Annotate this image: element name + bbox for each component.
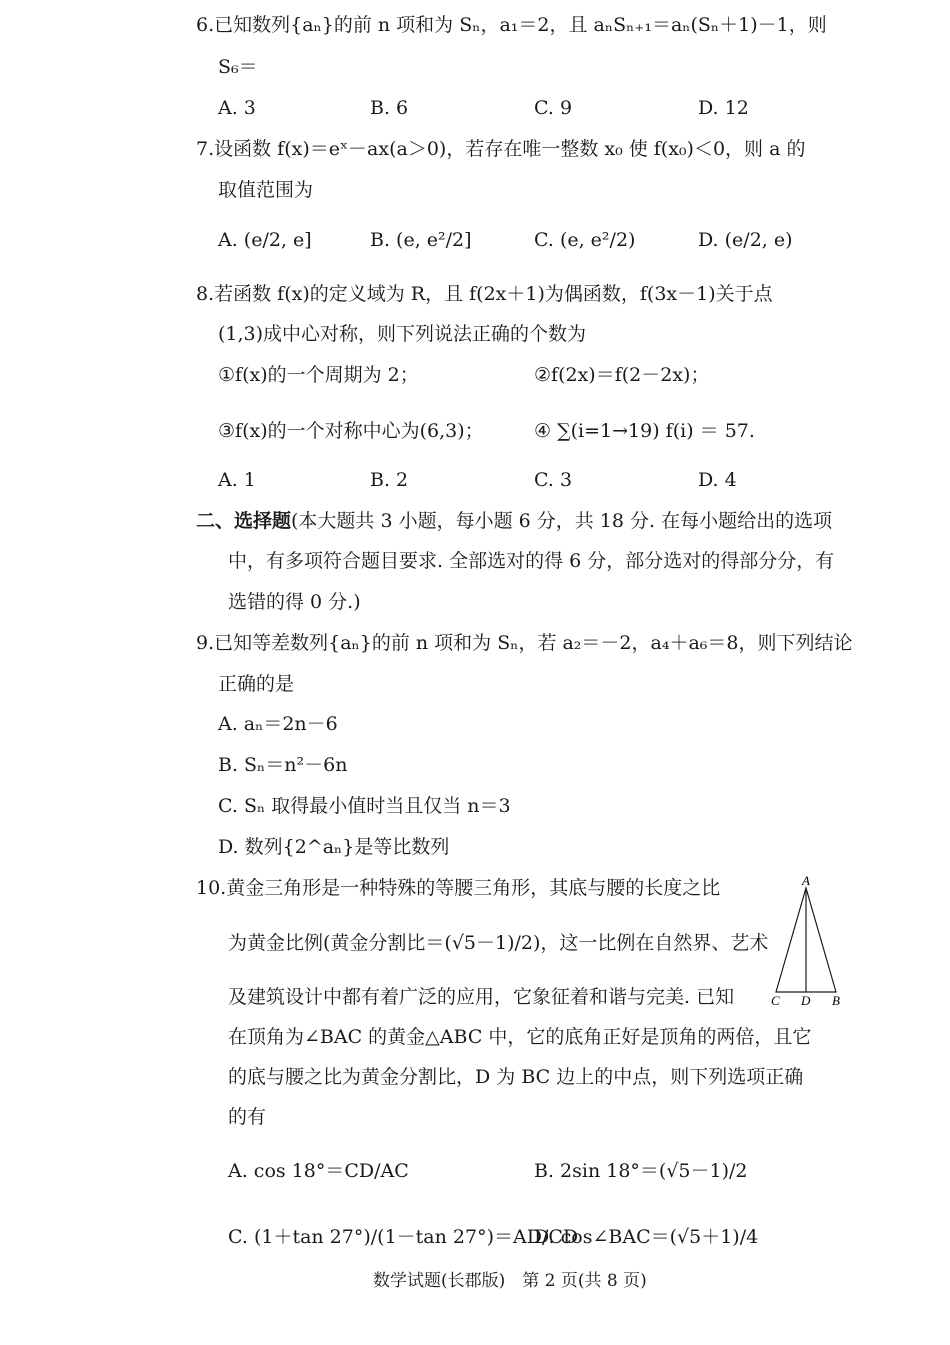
q10-line-4: 在顶角为∠BAC 的黄金△ABC 中，它的底角正好是顶角的两倍，且它 xyxy=(228,1026,812,1048)
q6-stem: 6.已知数列{aₙ}的前 n 项和为 Sₙ，a₁＝2，且 aₙSₙ₊₁＝aₙ(Sₙ＋1)－1，则 xyxy=(196,14,827,36)
q10-line-6: 的有 xyxy=(228,1106,267,1128)
vertex-label-c: C xyxy=(771,993,780,1008)
q9-option-a: A. aₙ＝2n－6 xyxy=(218,713,338,735)
golden-triangle-figure xyxy=(766,874,846,1010)
q7-option-b: B. (e, e²/2] xyxy=(370,229,472,251)
point-label-d: D xyxy=(801,993,811,1008)
q8-item-2: ②f(2x)＝f(2－2x)； xyxy=(534,364,710,386)
q8-option-c: C. 3 xyxy=(534,469,573,491)
q6-stem-cont: S₆＝ xyxy=(218,56,258,78)
q6-option-b: B. 6 xyxy=(370,97,409,119)
q8-option-d: D. 4 xyxy=(698,469,737,491)
q10-line-3: 及建筑设计中都有着广泛的应用，它象征着和谐与完美. 已知 xyxy=(228,986,735,1008)
q6-option-a: A. 3 xyxy=(218,97,256,119)
vertex-label-b: B xyxy=(832,993,840,1008)
q10-option-c: C. (1＋tan 27°)/(1－tan 27°)＝AD/CD xyxy=(228,1226,579,1248)
section-2-desc-1: (本大题共 3 小题，每小题 6 分，共 18 分. 在每小题给出的选项 xyxy=(291,510,833,532)
q7-option-a: A. (e/2, e] xyxy=(218,229,312,251)
section-2-desc-3: 选错的得 0 分.) xyxy=(228,591,361,613)
q9-option-c: C. Sₙ 取得最小值时当且仅当 n＝3 xyxy=(218,795,511,817)
q10-line-1: 10.黄金三角形是一种特殊的等腰三角形，其底与腰的长度之比 xyxy=(196,877,721,899)
section-2-desc-2: 中，有多项符合题目要求. 全部选对的得 6 分，部分选对的得部分分，有 xyxy=(228,550,835,572)
q8-item-4: ④ ∑(i=1→19) f(i) ＝ 57. xyxy=(534,420,755,442)
q9-option-d: D. 数列{2^aₙ}是等比数列 xyxy=(218,836,450,858)
q10-line-5: 的底与腰之比为黄金分割比，D 为 BC 边上的中点，则下列选项正确 xyxy=(228,1066,804,1088)
q8-stem: 8.若函数 f(x)的定义域为 R，且 f(2x＋1)为偶函数，f(3x－1)关于点 xyxy=(196,283,773,305)
q9-stem-cont: 正确的是 xyxy=(218,673,295,695)
q8-stem-cont: (1,3)成中心对称，则下列说法正确的个数为 xyxy=(218,323,587,345)
q10-option-b: B. 2sin 18°＝(√5－1)/2 xyxy=(534,1160,748,1182)
q6-option-d: D. 12 xyxy=(698,97,749,119)
q8-option-a: A. 1 xyxy=(218,469,256,491)
q10-option-a: A. cos 18°＝CD/AC xyxy=(228,1160,409,1182)
q6-option-c: C. 9 xyxy=(534,97,573,119)
q8-item-1: ①f(x)的一个周期为 2； xyxy=(218,364,419,386)
q7-stem-cont: 取值范围为 xyxy=(218,179,314,201)
q10-option-d: D. cos∠BAC＝(√5＋1)/4 xyxy=(534,1226,759,1248)
vertex-label-a: A xyxy=(802,874,810,888)
page-footer: 数学试题(长郡版) 第 2 页(共 8 页) xyxy=(373,1271,647,1291)
q7-stem: 7.设函数 f(x)＝eˣ－ax(a＞0)，若存在唯一整数 x₀ 使 f(x₀)＜0，则 a 的 xyxy=(196,138,806,160)
q9-option-b: B. Sₙ＝n²－6n xyxy=(218,754,348,776)
q9-stem: 9.已知等差数列{aₙ}的前 n 项和为 Sₙ，若 a₂＝－2，a₄＋a₆＝8，则下列结论 xyxy=(196,632,853,654)
section-2-header xyxy=(196,512,832,531)
q8-option-b: B. 2 xyxy=(370,469,409,491)
q7-option-d: D. (e/2, e) xyxy=(698,229,793,251)
q7-option-c: C. (e, e²/2) xyxy=(534,229,636,251)
section-2-title: 二、选择题 xyxy=(196,510,292,532)
q8-item-3: ③f(x)的一个对称中心为(6,3)； xyxy=(218,420,484,442)
q10-line-2: 为黄金比例(黄金分割比＝(√5－1)/2)，这一比例在自然界、艺术 xyxy=(228,932,769,954)
